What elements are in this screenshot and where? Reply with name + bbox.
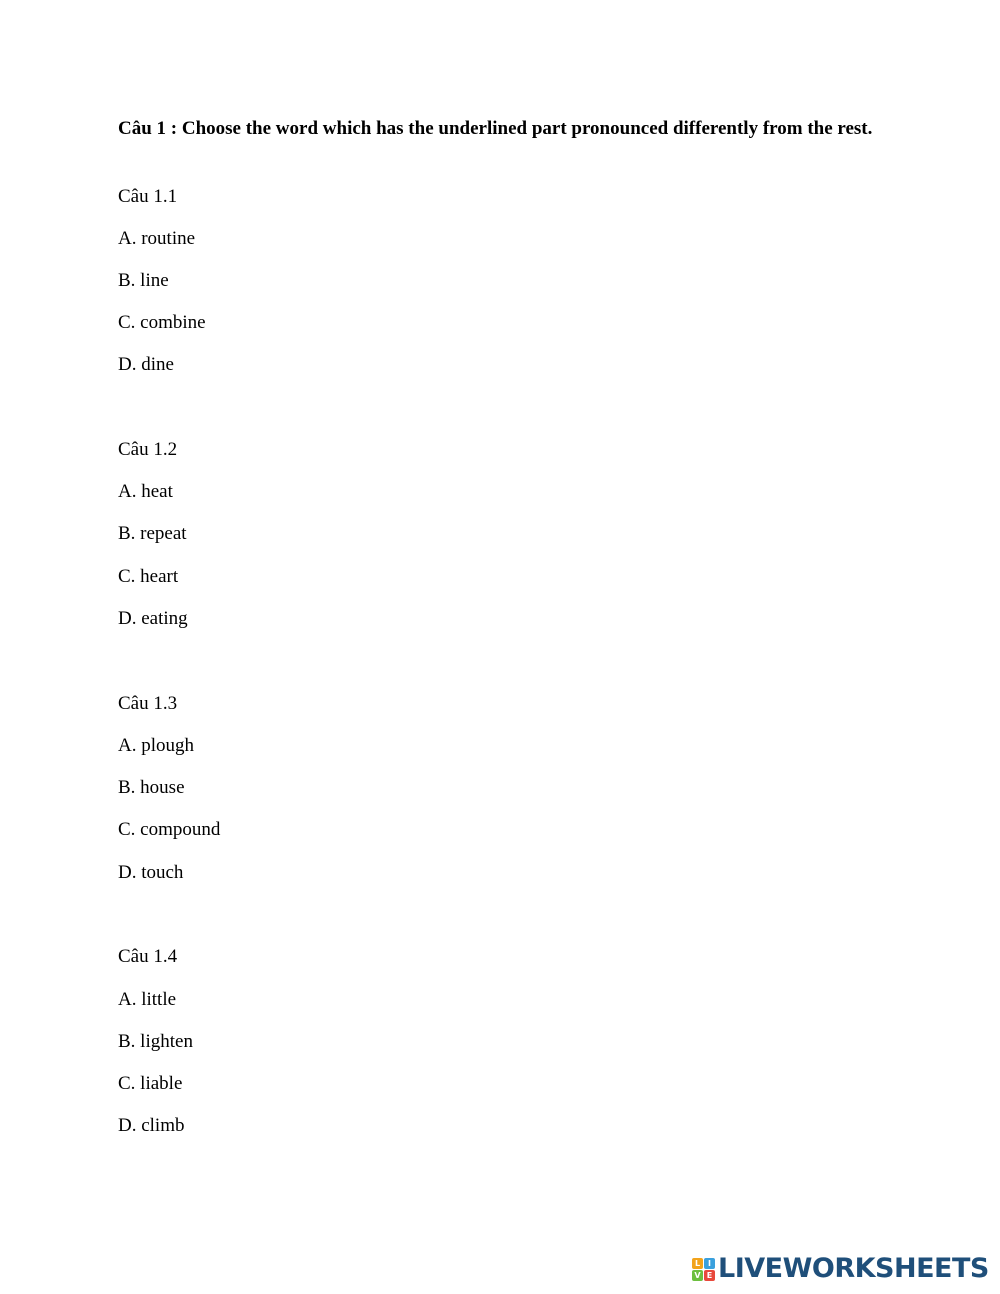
option-1-1-a: A. routine	[118, 228, 196, 249]
option-1-3-b: B. house	[118, 777, 185, 798]
liveworksheets-logo	[692, 1254, 989, 1284]
option-1-2-d: D. eating	[118, 608, 188, 629]
option-1-2-a: A. heat	[118, 481, 173, 502]
option-1-4-b: B. lighten	[118, 1031, 193, 1052]
option-1-3-a: A. plough	[118, 735, 194, 756]
logo-text: LIVEWORKSHEETS	[718, 1253, 989, 1284]
option-1-1-c: C. combine	[118, 312, 206, 333]
option-1-2-c: C. heart	[118, 566, 179, 587]
option-1-1-d: D. dine	[118, 354, 174, 375]
option-1-4-c: C. liable	[118, 1073, 183, 1094]
logo-mark-cell: E	[704, 1270, 715, 1281]
question-label-1-1: Câu 1.1	[118, 186, 178, 207]
option-1-4-d: D. climb	[118, 1115, 185, 1136]
question-heading: Câu 1 : Choose the word which has the underlined part pronounced differently from the rest.	[118, 118, 873, 139]
logo-mark-cell: I	[704, 1258, 715, 1269]
option-1-4-a: A. little	[118, 989, 177, 1010]
logo-mark-icon	[692, 1258, 715, 1281]
option-1-2-b: B. repeat	[118, 523, 187, 544]
option-1-1-b: B. line	[118, 270, 169, 291]
question-label-1-3: Câu 1.3	[118, 693, 178, 714]
question-label-1-2: Câu 1.2	[118, 439, 178, 460]
logo-mark-cell: L	[692, 1258, 703, 1269]
logo-mark-cell: V	[692, 1270, 703, 1281]
option-1-3-d: D. touch	[118, 862, 184, 883]
option-1-3-c: C. compound	[118, 819, 221, 840]
question-label-1-4: Câu 1.4	[118, 946, 178, 967]
